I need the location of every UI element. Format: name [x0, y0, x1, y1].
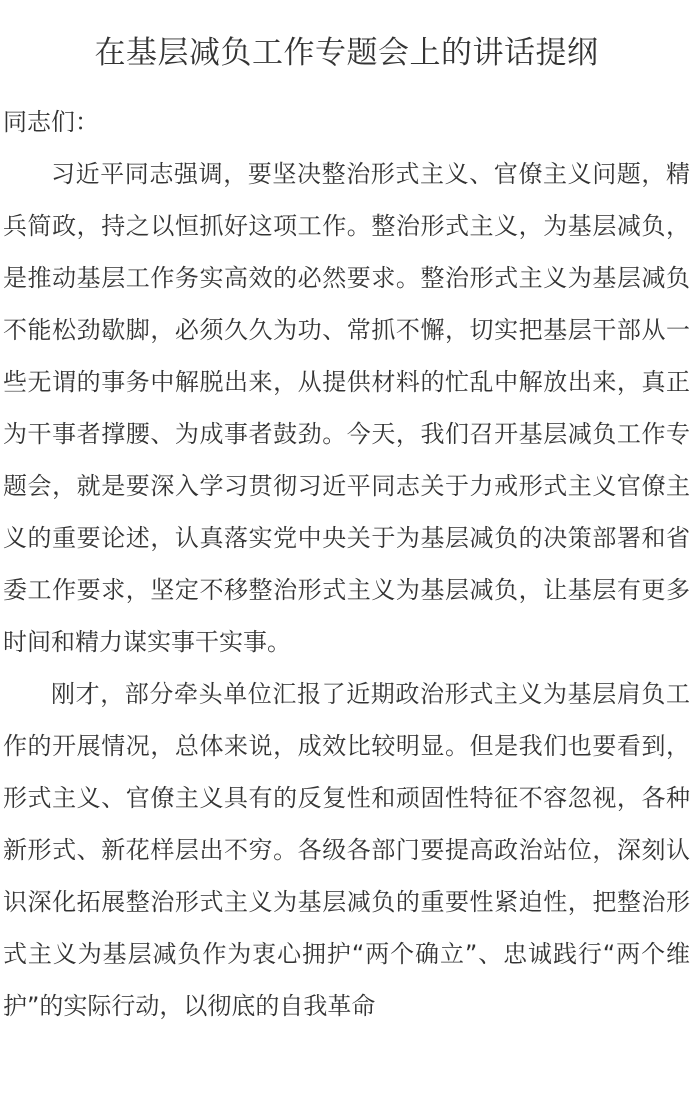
paragraph-2: 刚才，部分牵头单位汇报了近期政治形式主义为基层肩负工作的开展情况，总体来说，成效比较明显。但是我们也要看到，形式主义、官僚主义具有的反复性和顽固性特征不容忽视，各种新形式、新花样层出不穷。各级各部门要提高政治站位，深刻认识深化拓展整治形式主义为基层减负的重要性紧迫性，把整治形式主义为基层减负作为衷心拥护“两个确立”、忠诚践行“两个维护”的实际行动，以彻底的自我革命	[3, 680, 690, 1020]
salutation: 同志们：	[3, 108, 99, 136]
document-title: 在基层减负工作专题会上的讲话提纲	[94, 35, 599, 71]
paragraph-1: 习近平同志强调，要坚决整治形式主义、官僚主义问题，精兵简政，持之以恒抓好这项工作。整治形式主义，为基层减负，是推动基层工作务实高效的必然要求。整治形式主义为基层减负不能松劲歇脚，必须久久为功、常抓不懈，切实把基层干部从一些无谓的事务中解脱出来，从提供材料的忙乱中解放出来，真正为干事者撑腰、为成事者鼓劲。今天，我们召开基层减负工作专题会，就是要深入学习贯彻习近平同志关于力戒形式主义官僚主义的重要论述，认真落实党中央关于为基层减负的决策部署和省委工作要求，坚定不移整治形式主义为基层减负，让基层有更多时间和精力谋实事干实事。	[3, 160, 690, 656]
